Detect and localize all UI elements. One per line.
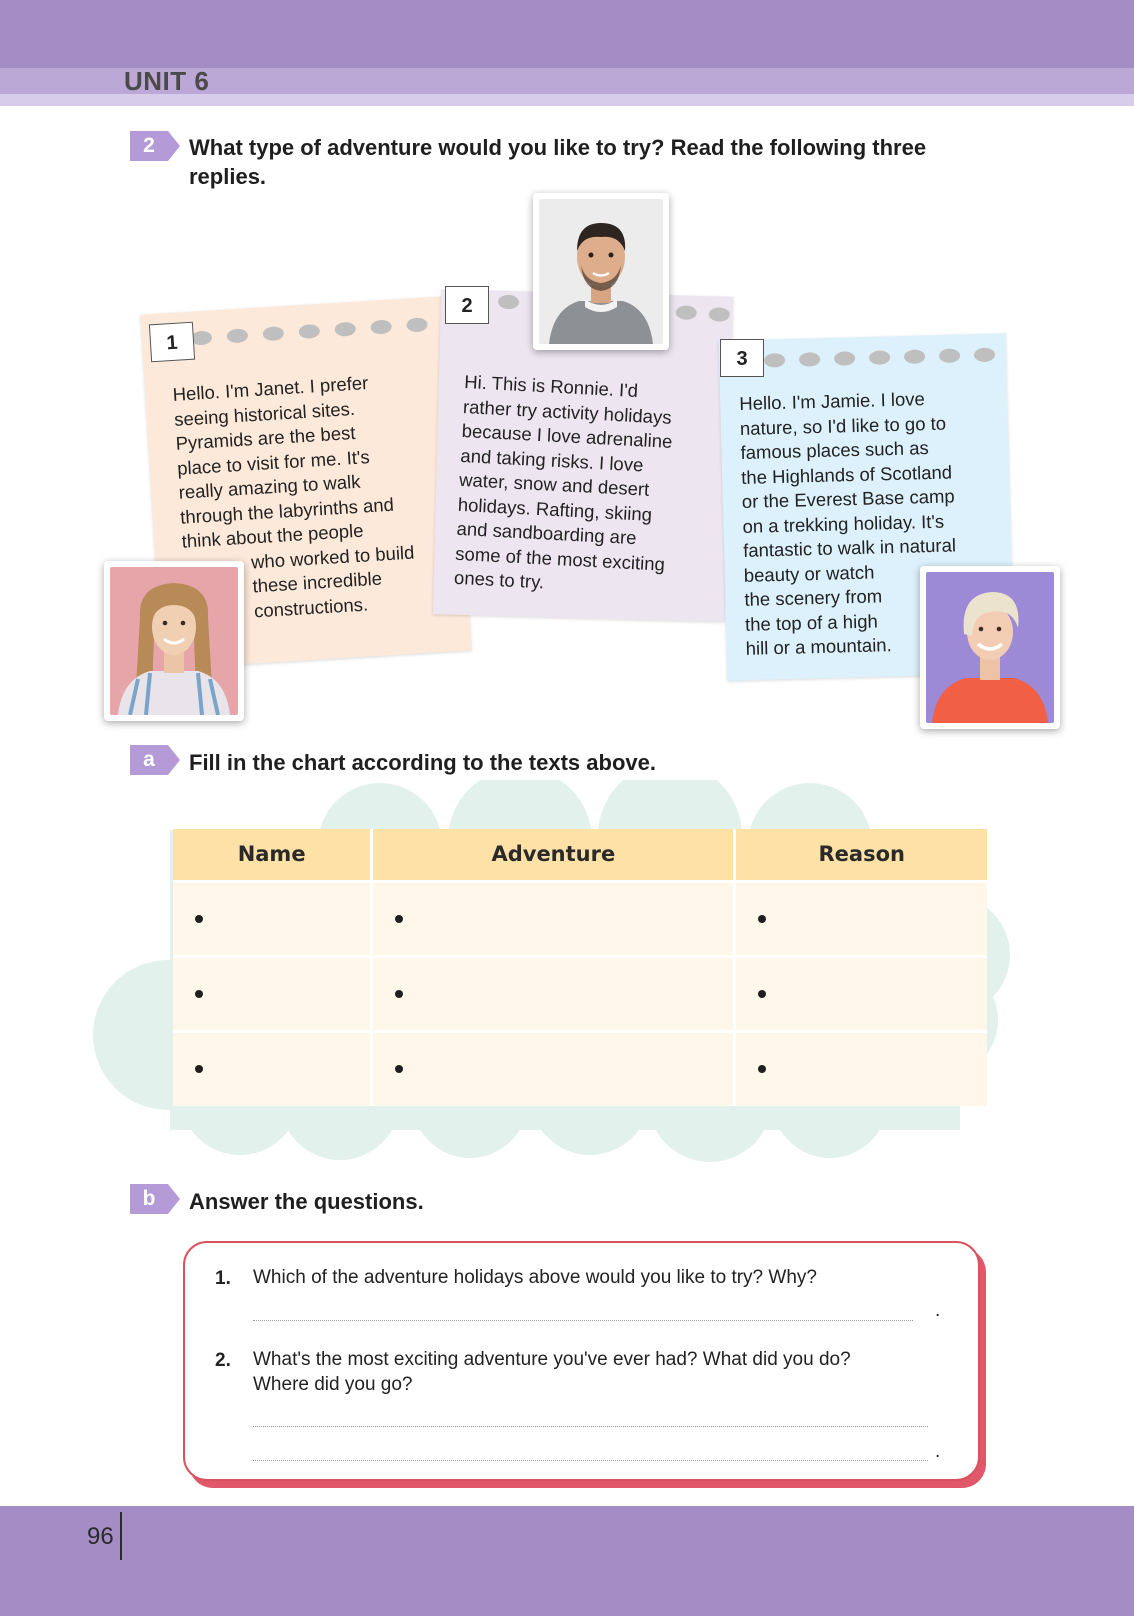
chart-cell-name[interactable] — [173, 956, 372, 1031]
table-row — [173, 1031, 987, 1106]
note-3-number: 3 — [720, 339, 764, 377]
adventure-chart — [173, 829, 987, 1106]
footer-band — [0, 1506, 1134, 1616]
answer-line-2-end: . — [935, 1441, 941, 1462]
photo-jamie — [920, 566, 1060, 729]
chart-cell-reason[interactable] — [735, 1031, 987, 1106]
note-2-number: 2 — [445, 286, 489, 324]
chart-cell-name[interactable] — [173, 881, 372, 956]
exercise-2-marker — [130, 131, 180, 161]
answer-line-1[interactable] — [253, 1320, 913, 1321]
question-1-number: 1. — [215, 1268, 231, 1289]
exercise-b-marker — [130, 1184, 180, 1214]
question-1-text: Which of the adventure holidays above would you like to try? Why? — [253, 1267, 817, 1288]
chart-cell-name[interactable] — [173, 1031, 372, 1106]
questions-box — [183, 1241, 980, 1481]
answer-line-1-end: . — [935, 1300, 941, 1321]
note-1-number: 1 — [149, 322, 195, 363]
bullet — [758, 915, 766, 923]
page-number-divider — [120, 1512, 122, 1560]
photo-ronnie — [533, 193, 669, 350]
answer-line-2a[interactable] — [253, 1426, 928, 1427]
note-2-text: Hi. This is Ronnie. I'd rather try activity holidays because I love adrenaline and taking risks. I love water, snow and desert holidays. Rafting, skiing and sandboarding are some of the most exciting ones to try. — [453, 370, 673, 593]
chart-cell-adventure[interactable] — [372, 881, 735, 956]
top-band — [0, 0, 1134, 68]
exercise-b-instruction: Answer the questions. — [189, 1189, 424, 1214]
chart-header-name: Name — [173, 829, 372, 881]
exercise-2-instruction: What type of adventure would you like to try? Read the following three replies. — [189, 135, 927, 189]
chart-header-row — [173, 829, 987, 881]
bullet — [395, 1065, 403, 1073]
chart-cell-adventure[interactable] — [372, 1031, 735, 1106]
bullet — [395, 990, 403, 998]
chart-cell-reason[interactable] — [735, 881, 987, 956]
bullet — [758, 1065, 766, 1073]
photo-janet — [104, 561, 244, 721]
exercise-a-instruction: Fill in the chart according to the texts above. — [189, 750, 656, 775]
table-row — [173, 956, 987, 1031]
bullet — [758, 990, 766, 998]
exercise-a-marker — [130, 745, 180, 775]
note-1-text: Hello. I'm Janet. I prefer seeing historical sites. Pyramids are the best place to visit for me. It's really amazing to walk through the labyrinths and think about the people who worked to build these incredible constructions. — [172, 372, 415, 621]
answer-line-2b[interactable] — [253, 1460, 928, 1461]
note-3-text: Hello. I'm Jamie. I love nature, so I'd like to go to famous places such as the Highlands of Scotland or the Everest Base camp on a trekking holiday. It's fantastic to walk in natural beauty or watch the scenery from the top of a high hill or a mountain. — [739, 388, 957, 659]
chart-cell-adventure[interactable] — [372, 956, 735, 1031]
page-number: 96 — [87, 1523, 114, 1550]
chart-cell-reason[interactable] — [735, 956, 987, 1031]
bullet — [195, 915, 203, 923]
bullet — [195, 1065, 203, 1073]
question-2-number: 2. — [215, 1350, 231, 1371]
chart-header-reason: Reason — [735, 829, 987, 881]
unit-title: UNIT 6 — [124, 66, 210, 96]
exercise-b-letter: b — [142, 1187, 156, 1210]
exercise-2-number: 2 — [143, 134, 155, 157]
exercise-a-letter: a — [143, 748, 155, 771]
question-2-text: What's the most exciting adventure you've ever had? What did you do? Where did you go? — [253, 1349, 851, 1395]
bullet — [195, 990, 203, 998]
bullet — [395, 915, 403, 923]
table-row — [173, 881, 987, 956]
chart-header-adventure: Adventure — [372, 829, 735, 881]
